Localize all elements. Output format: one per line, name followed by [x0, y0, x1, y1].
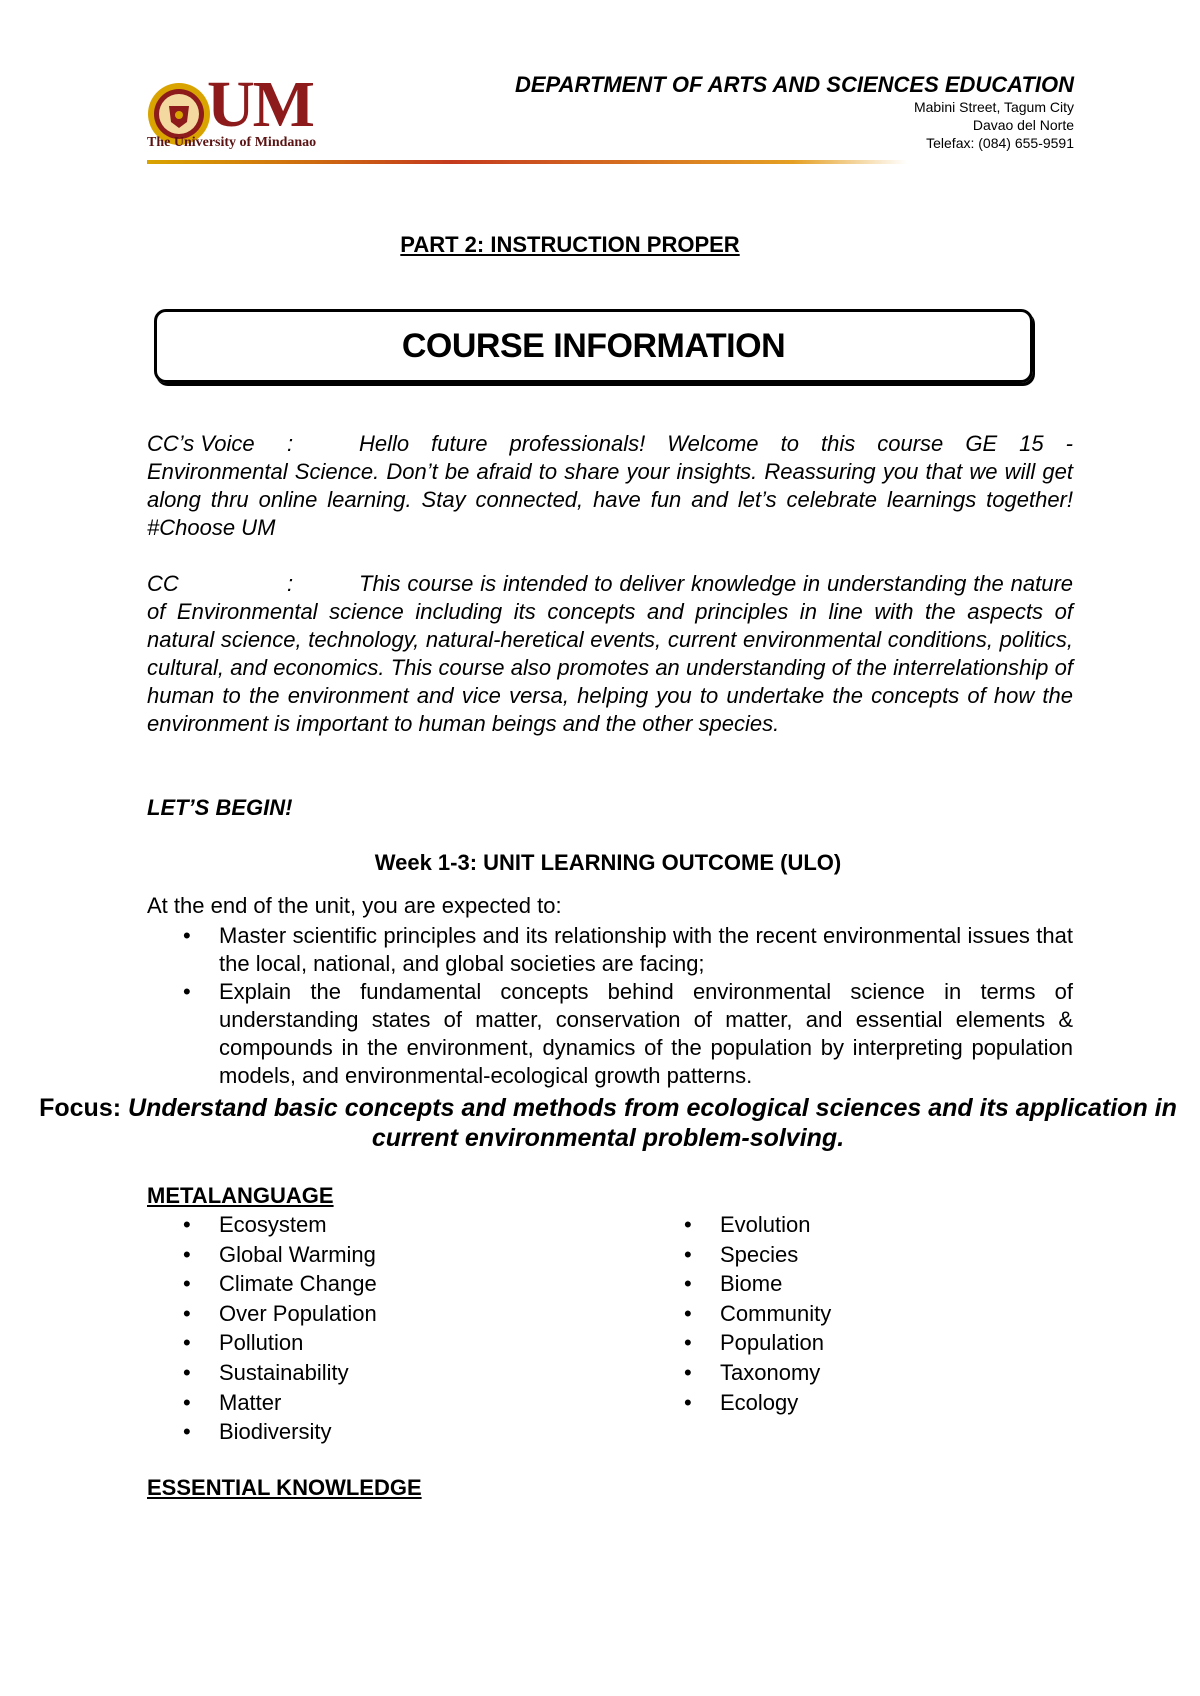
term: Matter: [219, 1389, 282, 1415]
list-item: [147, 1210, 377, 1240]
bullet-icon: •: [183, 1419, 191, 1445]
list-item: [147, 1240, 377, 1270]
course-box-title: COURSE INFORMATION: [401, 326, 786, 365]
bullet-icon: •: [183, 1359, 191, 1385]
list-item: [147, 922, 1073, 978]
list-item: [648, 1328, 831, 1358]
focus-label: Focus:: [39, 1094, 122, 1122]
bullet-icon: •: [183, 1241, 191, 1267]
metalanguage-list-left: [147, 1210, 377, 1447]
term: Sustainability: [219, 1359, 349, 1385]
cc-label: CC: [147, 571, 179, 596]
logo-wordmark: UM: [207, 68, 313, 141]
focus-statement: [0, 1093, 1200, 1153]
bullet-icon: •: [183, 923, 191, 948]
learning-outcomes-list: [147, 922, 1073, 1090]
bullet-icon: •: [183, 1271, 191, 1297]
outcomes-intro: At the end of the unit, you are expected to:: [147, 893, 562, 918]
address-line: Mabini Street, Tagum City: [913, 99, 1074, 115]
bullet-icon: •: [684, 1241, 692, 1267]
bullet-icon: •: [684, 1271, 692, 1297]
list-item: [648, 1210, 831, 1240]
address-line: Davao del Norte: [972, 117, 1074, 133]
telefax-line: Telefax: (084) 655-9591: [926, 135, 1074, 151]
university-logo: [147, 68, 377, 154]
header-divider: [147, 160, 907, 164]
cc-separator: :: [287, 571, 294, 596]
term: Over Population: [219, 1300, 377, 1326]
bullet-icon: •: [684, 1300, 692, 1326]
week-heading: Week 1-3: UNIT LEARNING OUTCOME (ULO): [374, 850, 842, 875]
bullet-icon: •: [684, 1212, 692, 1237]
list-item: [648, 1299, 831, 1329]
cc-voice-label: CC’s Voice: [147, 431, 255, 456]
list-item: [147, 1388, 377, 1418]
cc-voice-paragraph: [147, 430, 1073, 542]
term: Community: [720, 1300, 832, 1326]
cc-voice-separator: :: [287, 431, 294, 456]
essential-knowledge-heading: ESSENTIAL KNOWLEDGE: [147, 1475, 422, 1500]
list-item: [147, 978, 1073, 1090]
part-title: PART 2: INSTRUCTION PROPER: [400, 232, 740, 257]
list-item: [648, 1240, 831, 1270]
course-information-box: [154, 309, 1033, 383]
term: Species: [720, 1241, 799, 1267]
list-item: [648, 1269, 831, 1299]
list-item: [648, 1358, 831, 1388]
term: Biodiversity: [219, 1419, 332, 1445]
department-block: [515, 72, 1074, 152]
term: Global Warming: [219, 1241, 376, 1267]
term: Biome: [720, 1271, 783, 1297]
term: Taxonomy: [720, 1359, 821, 1385]
list-item: [648, 1388, 831, 1418]
focus-text: Understand basic concepts and methods from ecological sciences and its application in current environmental problem-solving.: [128, 1094, 1177, 1152]
list-item: [147, 1358, 377, 1388]
metalanguage-list-right: [648, 1210, 831, 1417]
bullet-icon: •: [183, 979, 191, 1004]
list-item: [147, 1417, 377, 1447]
list-item: [147, 1328, 377, 1358]
bullet-icon: •: [684, 1359, 692, 1385]
bullet-icon: •: [183, 1389, 191, 1415]
term: Ecosystem: [219, 1212, 327, 1237]
outcome-text: Master scientific principles and its relationship with the recent environmental issues that the local, national, and global societies are facing;: [219, 923, 1073, 976]
term: Climate Change: [219, 1271, 377, 1297]
cc-voice-text: Hello future professionals! Welcome to this course GE 15 - Environmental Science. Don’t be afraid to share your insights. Reassuring you that we will get along thru online learning. Stay connected, have fun and let’s celebrate learnings together! #Choose UM: [147, 431, 1073, 540]
term: Pollution: [219, 1330, 304, 1356]
term: Population: [720, 1330, 824, 1356]
term: Ecology: [720, 1389, 799, 1415]
list-item: [147, 1269, 377, 1299]
bullet-icon: •: [183, 1300, 191, 1326]
bullet-icon: •: [684, 1330, 692, 1356]
term: Evolution: [720, 1212, 811, 1237]
bullet-icon: •: [183, 1212, 191, 1237]
bullet-icon: •: [183, 1330, 191, 1356]
bullet-icon: •: [684, 1389, 692, 1415]
cc-paragraph: [147, 570, 1073, 738]
metalanguage-heading: METALANGUAGE: [147, 1183, 334, 1208]
lets-begin-heading: LET’S BEGIN!: [147, 795, 293, 820]
department-title: DEPARTMENT OF ARTS AND SCIENCES EDUCATION: [515, 72, 1074, 97]
outcome-text: Explain the fundamental concepts behind environmental science in terms of understanding states of matter, conservation of matter, and essential elements & compounds in the environment, dynamics of the population by interpreting population models, and environmental-ecological growth patterns.: [219, 979, 1073, 1088]
list-item: [147, 1299, 377, 1329]
cc-text: This course is intended to deliver knowledge in understanding the nature of Environmental science including its concepts and principles in line with the aspects of natural science, technology, natural-heretical events, current environmental conditions, politics, cultural, and economics. This course also promotes an understanding of the interrelationship of human to the environment and vice versa, helping you to undertake the concepts of how the environment is important to human beings and the other species.: [147, 571, 1073, 736]
logo-subtitle: The University of Mindanao: [147, 135, 317, 150]
